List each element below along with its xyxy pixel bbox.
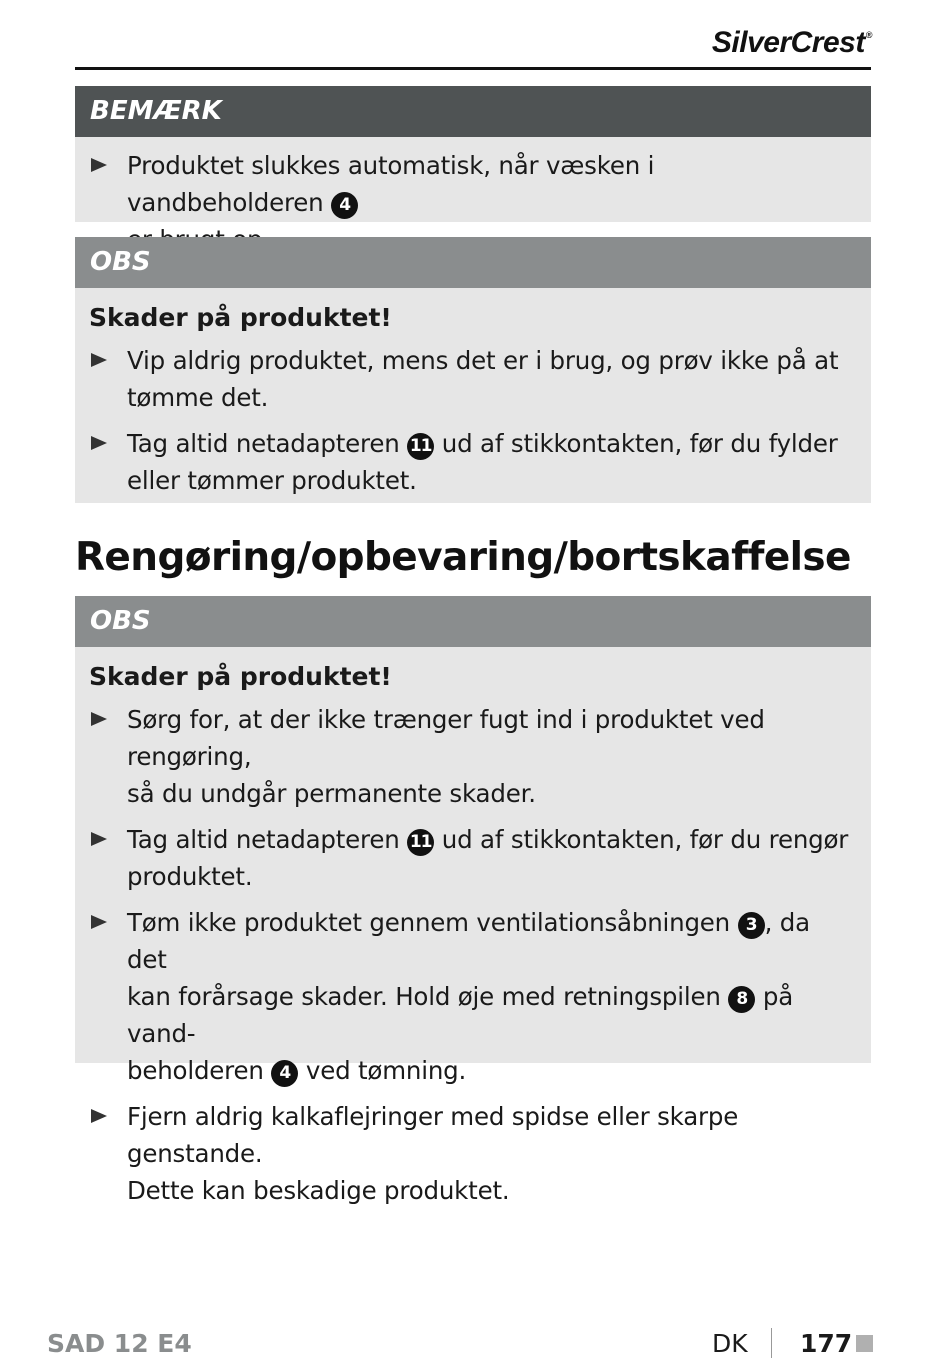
bullet-arrow-icon [91, 712, 107, 726]
section-title: Rengøring/opbevaring/bortskaffelse [75, 535, 851, 580]
brand-logo: SilverCrest® [711, 26, 872, 59]
warning-label: OBS [75, 237, 871, 288]
list-item: Vip aldrig produktet, mens det er i brug, og prøv ikke på at tømme det. [89, 342, 855, 416]
ref-number-icon: 4 [331, 192, 358, 219]
bullet-arrow-icon [91, 832, 107, 846]
warning-title: Skader på produktet! [89, 303, 392, 332]
list-item: Fjern aldrig kalkaflejringer med spidse eller skarpe genstande. Dette kan beskadige produktet. [89, 1098, 855, 1209]
bullet-arrow-icon [91, 436, 107, 450]
warning-box [75, 596, 871, 1205]
list-item: Sørg for, at der ikke trænger fugt ind i produktet ved rengøring, så du undgår permanente skader. [89, 701, 855, 812]
note-box [75, 86, 871, 222]
bullet-arrow-icon [91, 915, 107, 929]
ref-number-icon: 4 [271, 1060, 298, 1087]
page-number: 177 [800, 1329, 853, 1358]
warning-label: OBS [75, 596, 871, 647]
bullet-arrow-icon [91, 353, 107, 367]
ref-number-icon: 8 [728, 986, 755, 1013]
model-number: SAD 12 E4 [47, 1329, 192, 1358]
page-marker-square [856, 1335, 873, 1352]
footer-divider [771, 1328, 772, 1358]
list-item: Tøm ikke produktet gennem ventilationsåbningen 3 , da det kan forårsage skader. Hold øje med retningspilen 8 på vand- beholderen 4 ved tømning. [89, 904, 855, 1089]
language-code: DK [712, 1329, 748, 1358]
ref-number-icon: 11 [407, 829, 434, 856]
ref-number-icon: 11 [407, 433, 434, 460]
list-item: Tag altid netadapteren 11 ud af stikkontakten, før du rengør produktet. [89, 821, 855, 895]
warning-title: Skader på produktet! [89, 662, 392, 691]
ref-number-icon: 3 [738, 912, 765, 939]
warning-box [75, 237, 871, 503]
list-item: Tag altid netadapteren 11 ud af stikkontakten, før du fylder eller tømmer produktet. [89, 425, 855, 499]
list-item: Produktet slukkes automatisk, når væsken i vandbeholderen 4 [89, 147, 855, 258]
bullet-arrow-icon [91, 1109, 107, 1123]
bullet-arrow-icon [91, 158, 107, 172]
header-rule [75, 67, 871, 70]
note-label: BEMÆRK [75, 86, 871, 137]
